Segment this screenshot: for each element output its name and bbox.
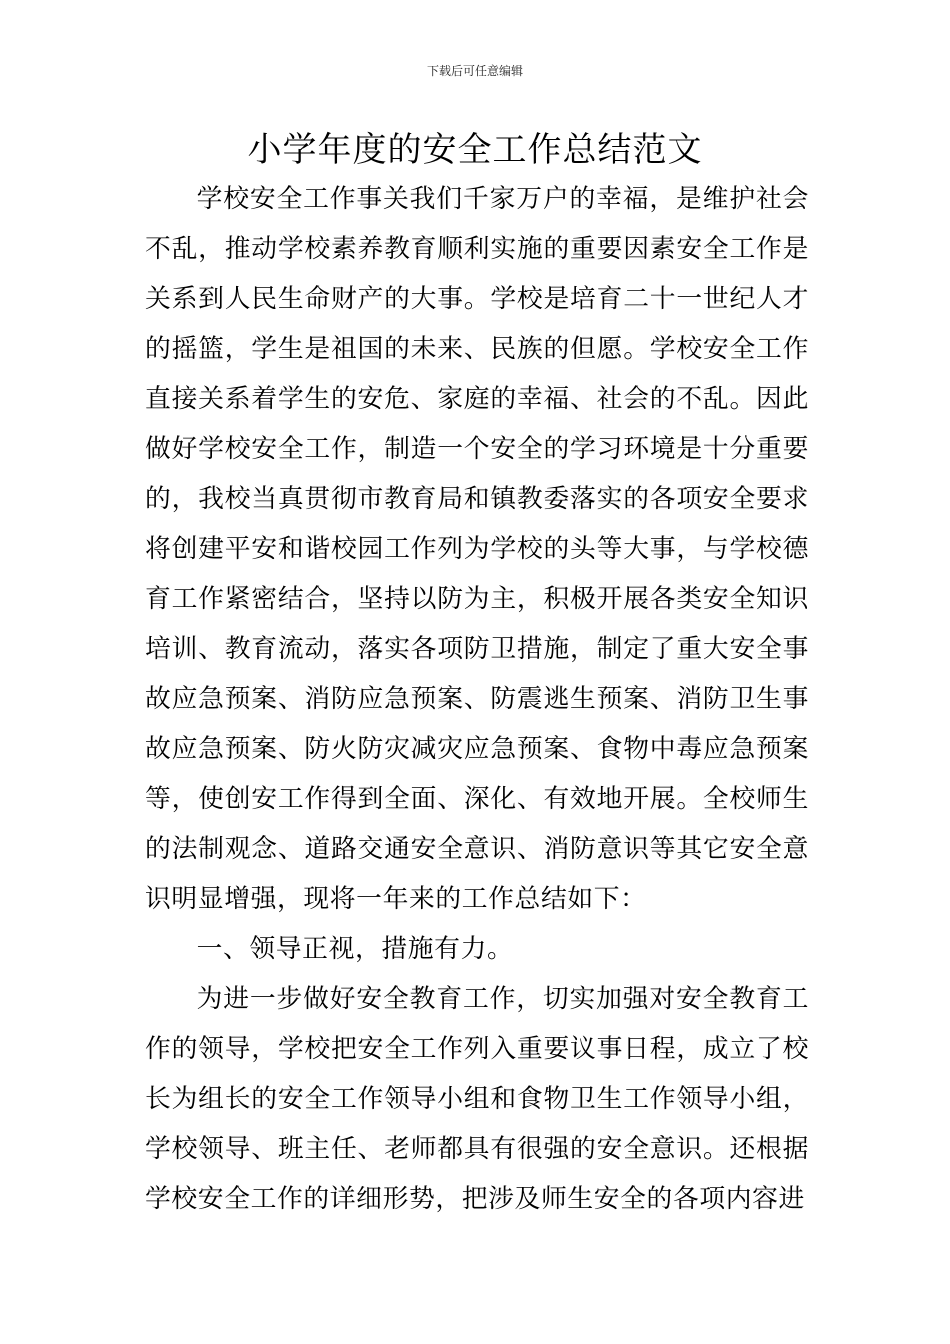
paragraph-section-1: 为进一步做好安全教育工作，切实加强对安全教育工作的领导，学校把安全工作列入重要议事日程，成立了校长为组长的安全工作领导小组和食物卫生工作领导小组，学校领导、班主任、老师都具有很强的安全意识。还根据学校安全工作的详细形势，把涉及师生安全的各项内容进 [145, 984, 809, 1214]
section-heading-1: 一、领导正视，措施有力。 [196, 934, 514, 964]
header-note: 下载后可任意编辑 [426, 64, 523, 78]
document-body [145, 174, 809, 1224]
document-title: 小学年度的安全工作总结范文 [247, 130, 703, 170]
paragraph-intro: 学校安全工作事关我们千家万户的幸福，是维护社会不乱，推动学校素养教育顺利实施的重要因素安全工作是关系到人民生命财产的大事。学校是培育二十一世纪人才的摇篮，学生是祖国的未来、民族的但愿。学校安全工作直接关系着学生的安危、家庭的幸福、社会的不乱。因此做好学校安全工作，制造一个安全的学习环境是十分重要的，我校当真贯彻市教育局和镇教委落实的各项安全要求将创建平安和谐校园工作列为学校的头等大事，与学校德育工作紧密结合，坚持以防为主，积极开展各类安全知识培训、教育流动，落实各项防卫措施，制定了重大安全事故应急预案、消防应急预案、防震逃生预案、消防卫生事故应急预案、防火防灾减灾应急预案、食物中毒应急预案等，使创安工作得到全面、深化、有效地开展。全校师生的法制观念、道路交通安全意识、消防意识等其它安全意识明显增强，现将一年来的工作总结如下： [145, 184, 809, 914]
